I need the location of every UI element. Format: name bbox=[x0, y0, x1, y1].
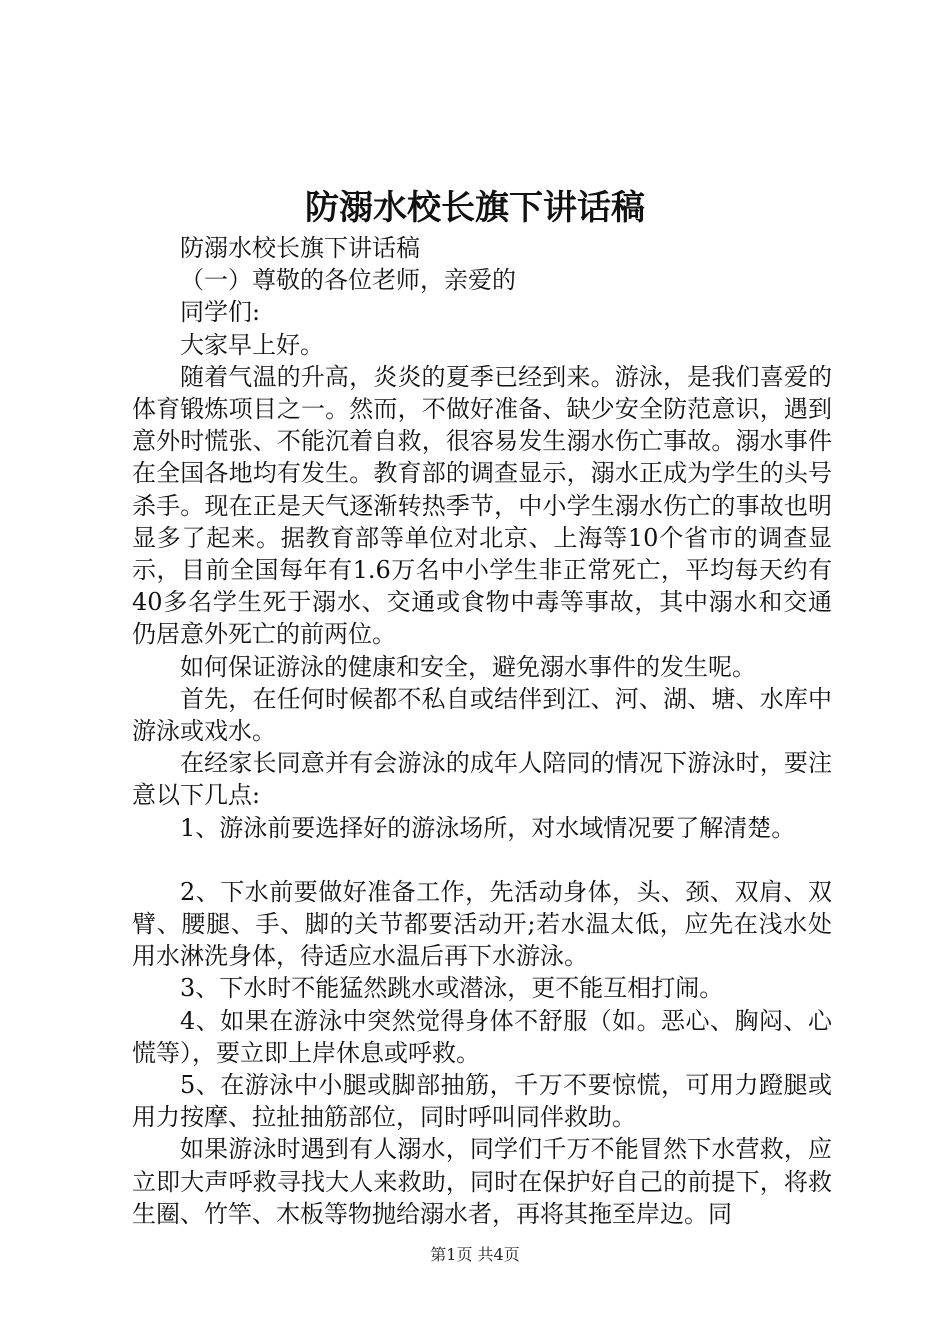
paragraph-rescue: 如果游泳时遇到有人溺水，同学们千万不能冒然下水营救，应立即大声呼救寻找大人来救助，同时在保护好自己的前提下，将救生圈、竹竿、木板等物抛给溺水者，再将其拖至岸边。同 bbox=[132, 1135, 832, 1228]
paragraph-conditions: 在经家长同意并有会游泳的成年人陪同的情况下游泳时，要注意以下几点: bbox=[132, 749, 832, 810]
paragraph-first-rule: 首先，在任何时候都不私自或结伴到江、河、湖、塘、水库中游泳或戏水。 bbox=[132, 684, 832, 746]
paragraph-salutation: （一）尊敬的各位老师，亲爱的 bbox=[180, 266, 516, 295]
document-title: 防溺水校长旗下讲话稿 bbox=[305, 188, 645, 228]
document-body bbox=[132, 232, 832, 1230]
paragraph-greeting: 大家早上好。 bbox=[180, 330, 324, 359]
paragraph-point-1: 1、游泳前要选择好的游泳场所，对水域情况要了解清楚。 bbox=[180, 813, 796, 842]
paragraph-point-5: 5、在游泳中小腿或脚部抽筋，千万不要惊慌，可用力蹬腿或用力按摩、拉扯抽筋部位，同时呼叫同伴救助。 bbox=[132, 1071, 832, 1132]
paragraph-subtitle: 防溺水校长旗下讲话稿 bbox=[180, 234, 420, 262]
page-footer: 第1页 共4页 bbox=[430, 1245, 520, 1264]
paragraph-point-3: 3、下水时不能猛然跳水或潜泳，更不能互相打闹。 bbox=[180, 974, 724, 1003]
paragraph-question: 如何保证游泳的健康和安全，避免溺水事件的发生呢。 bbox=[180, 652, 756, 681]
paragraph-intro: 随着气温的升高，炎炎的夏季已经到来。游泳，是我们喜爱的体育锻炼项目之一。然而，不做好准备、缺少安全防范意识，遇到意外时慌张、不能沉着自救，很容易发生溺水伤亡事故。溺水事件在全国各地均有发生。教育部的调查显示，溺水正成为学生的头号杀手。现在正是天气逐渐转热季节，中小学生溺水伤亡的事故也明显多了起来。据教育部等单位对北京、上海等10个省市的调查显示，目前全国每年有1.6万名中小学生非正常死亡，平均每天约有40多名学生死于溺水、交通或食物中毒等事故，其中溺水和交通仍居意外死亡的前两位。 bbox=[132, 362, 832, 649]
paragraph-point-2: 2、下水前要做好准备工作，先活动身体，头、颈、双肩、双臂、腰腿、手、脚的关节都要活动开;若水温太低，应先在浅水处用水淋洗身体，待适应水温后再下水游泳。 bbox=[132, 877, 832, 971]
paragraph-point-4: 4、如果在游泳中突然觉得身体不舒服（如。恶心、胸闷、心慌等），要立即上岸休息或呼救。 bbox=[132, 1006, 832, 1067]
paragraph-salutation-cont: 同学们: bbox=[180, 298, 261, 327]
